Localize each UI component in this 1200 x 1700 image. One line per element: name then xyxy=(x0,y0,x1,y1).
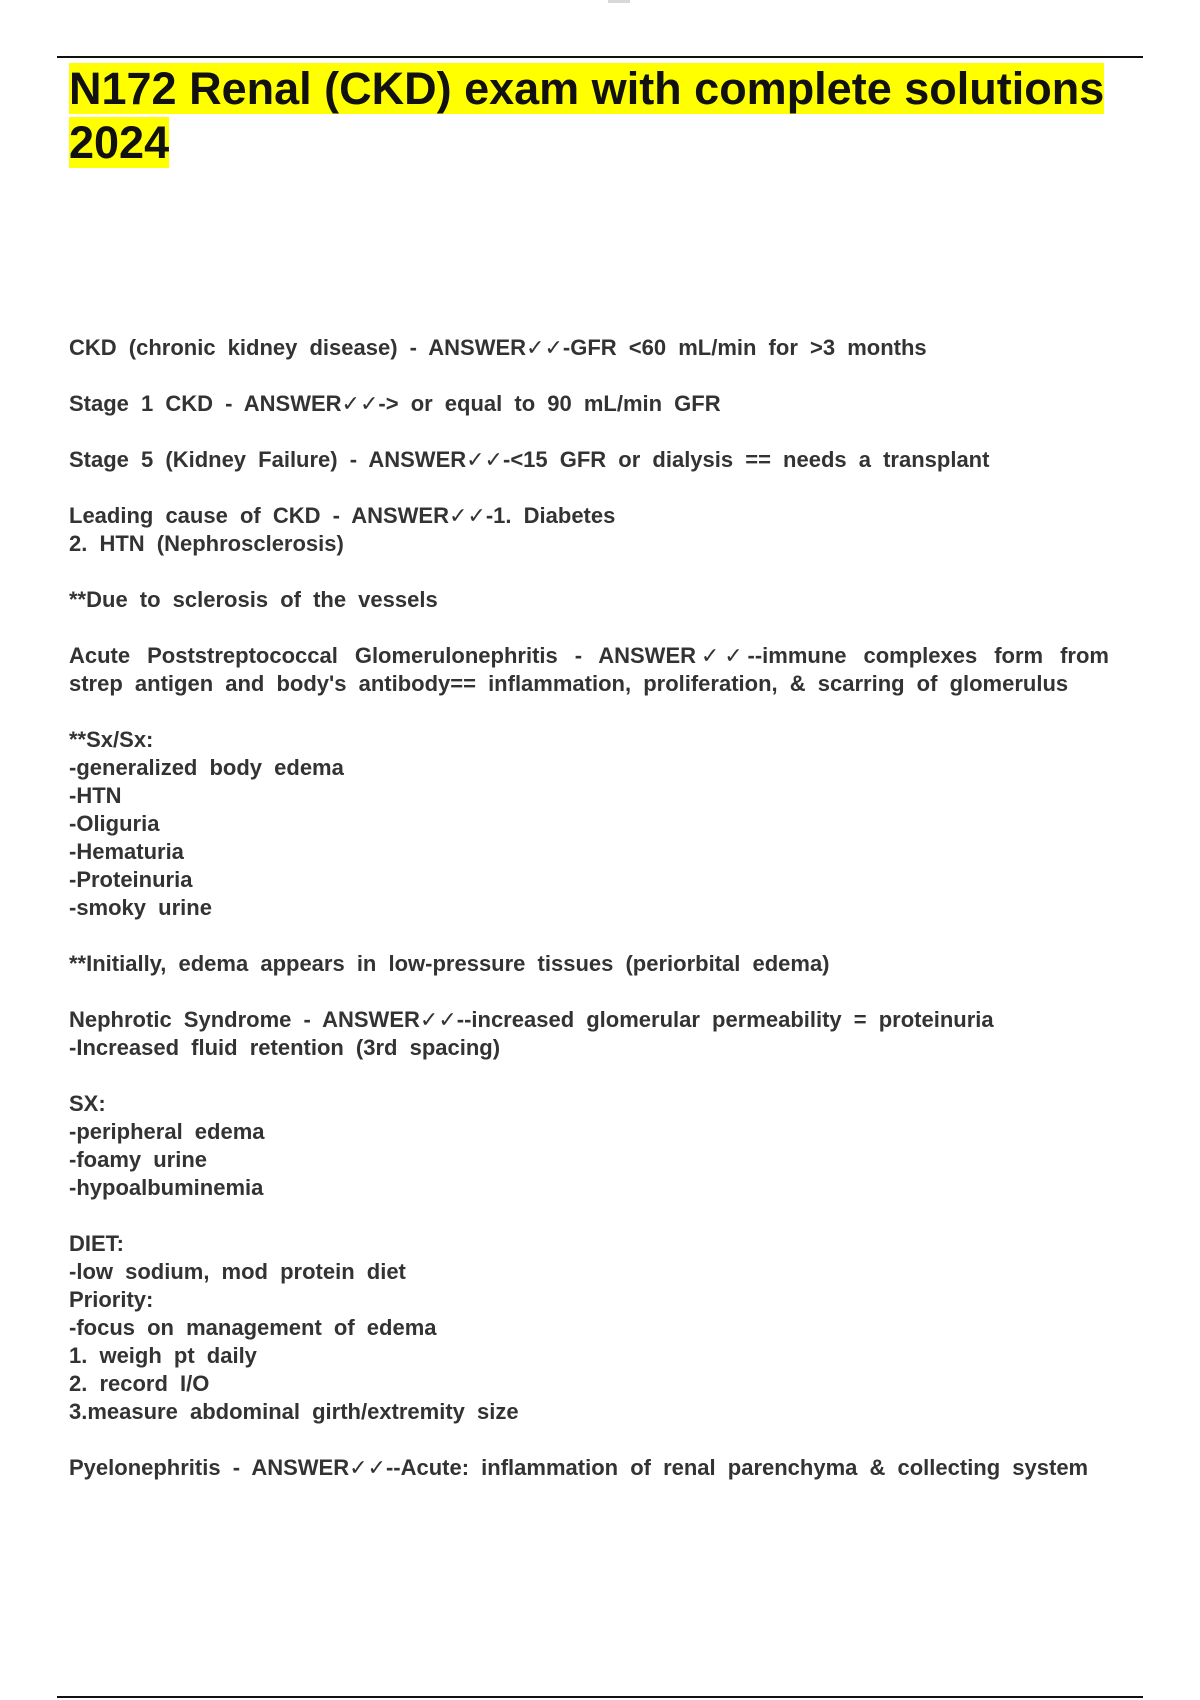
qa-line: -generalized body edema xyxy=(69,755,344,780)
qa-line: -focus on management of edema xyxy=(69,1315,437,1340)
qa-line-primary: **Due to sclerosis of the vessels xyxy=(69,587,438,612)
qa-block xyxy=(69,446,1109,474)
qa-line: -foamy urine xyxy=(69,1147,208,1172)
qa-paragraph: Pyelonephritis - ANSWER✓✓--Acute: inflammation of renal parenchyma & collecting system xyxy=(69,1455,1089,1480)
qa-line: -smoky urine xyxy=(69,895,212,920)
qa-line-primary: CKD (chronic kidney disease) - ANSWER✓✓-GFR <60 mL/min for >3 months xyxy=(69,335,927,360)
qa-line-primary: Leading cause of CKD - ANSWER✓✓-1. Diabetes xyxy=(69,503,616,528)
qa-line: 2. record I/O xyxy=(69,1371,210,1396)
qa-line: 1. weigh pt daily xyxy=(69,1343,257,1368)
qa-line-primary: **Initially, edema appears in low-pressure tissues (periorbital edema) xyxy=(69,951,830,976)
qa-block xyxy=(69,1090,1109,1202)
qa-block xyxy=(69,1006,1109,1062)
qa-block xyxy=(69,1230,1109,1426)
qa-line: -HTN xyxy=(69,783,122,808)
qa-line-primary: **Sx/Sx: xyxy=(69,727,154,752)
document-title-highlight: N172 Renal (CKD) exam with complete solutions 2024 xyxy=(69,63,1105,168)
qa-block xyxy=(69,950,1109,978)
qa-block xyxy=(69,334,1109,362)
bottom-rule xyxy=(57,1696,1143,1698)
qa-line-primary: Nephrotic Syndrome - ANSWER✓✓--increased glomerular permeability = proteinuria xyxy=(69,1007,994,1032)
qa-line: -Increased fluid retention (3rd spacing) xyxy=(69,1035,501,1060)
top-rule xyxy=(57,56,1143,58)
qa-line: -peripheral edema xyxy=(69,1119,265,1144)
qa-line: -Hematuria xyxy=(69,839,184,864)
document-title xyxy=(69,62,1149,170)
qa-block xyxy=(69,642,1109,698)
qa-block xyxy=(69,726,1109,922)
qa-line: -Oliguria xyxy=(69,811,160,836)
qa-block xyxy=(69,502,1109,558)
qa-line-primary: Stage 5 (Kidney Failure) - ANSWER✓✓-<15 GFR or dialysis == needs a transplant xyxy=(69,447,990,472)
qa-line-primary: SX: xyxy=(69,1091,106,1116)
qa-block xyxy=(69,586,1109,614)
document-body xyxy=(69,334,1109,1510)
qa-line: -Proteinuria xyxy=(69,867,193,892)
qa-line: -hypoalbuminemia xyxy=(69,1175,264,1200)
qa-block xyxy=(69,390,1109,418)
qa-line: Priority: xyxy=(69,1287,154,1312)
qa-line-primary: DIET: xyxy=(69,1231,124,1256)
page-top-mark xyxy=(608,0,630,3)
qa-line: -low sodium, mod protein diet xyxy=(69,1259,406,1284)
qa-paragraph: Acute Poststreptococcal Glomerulonephritis - ANSWER✓✓--immune complexes form from strep antigen and body's antibody== inflammation, proliferation, & scarring of glomerulus xyxy=(69,643,1109,696)
qa-line: 3.measure abdominal girth/extremity size xyxy=(69,1399,519,1424)
qa-block xyxy=(69,1454,1109,1482)
qa-line-primary: Stage 1 CKD - ANSWER✓✓-> or equal to 90 mL/min GFR xyxy=(69,391,721,416)
qa-line: 2. HTN (Nephrosclerosis) xyxy=(69,531,344,556)
